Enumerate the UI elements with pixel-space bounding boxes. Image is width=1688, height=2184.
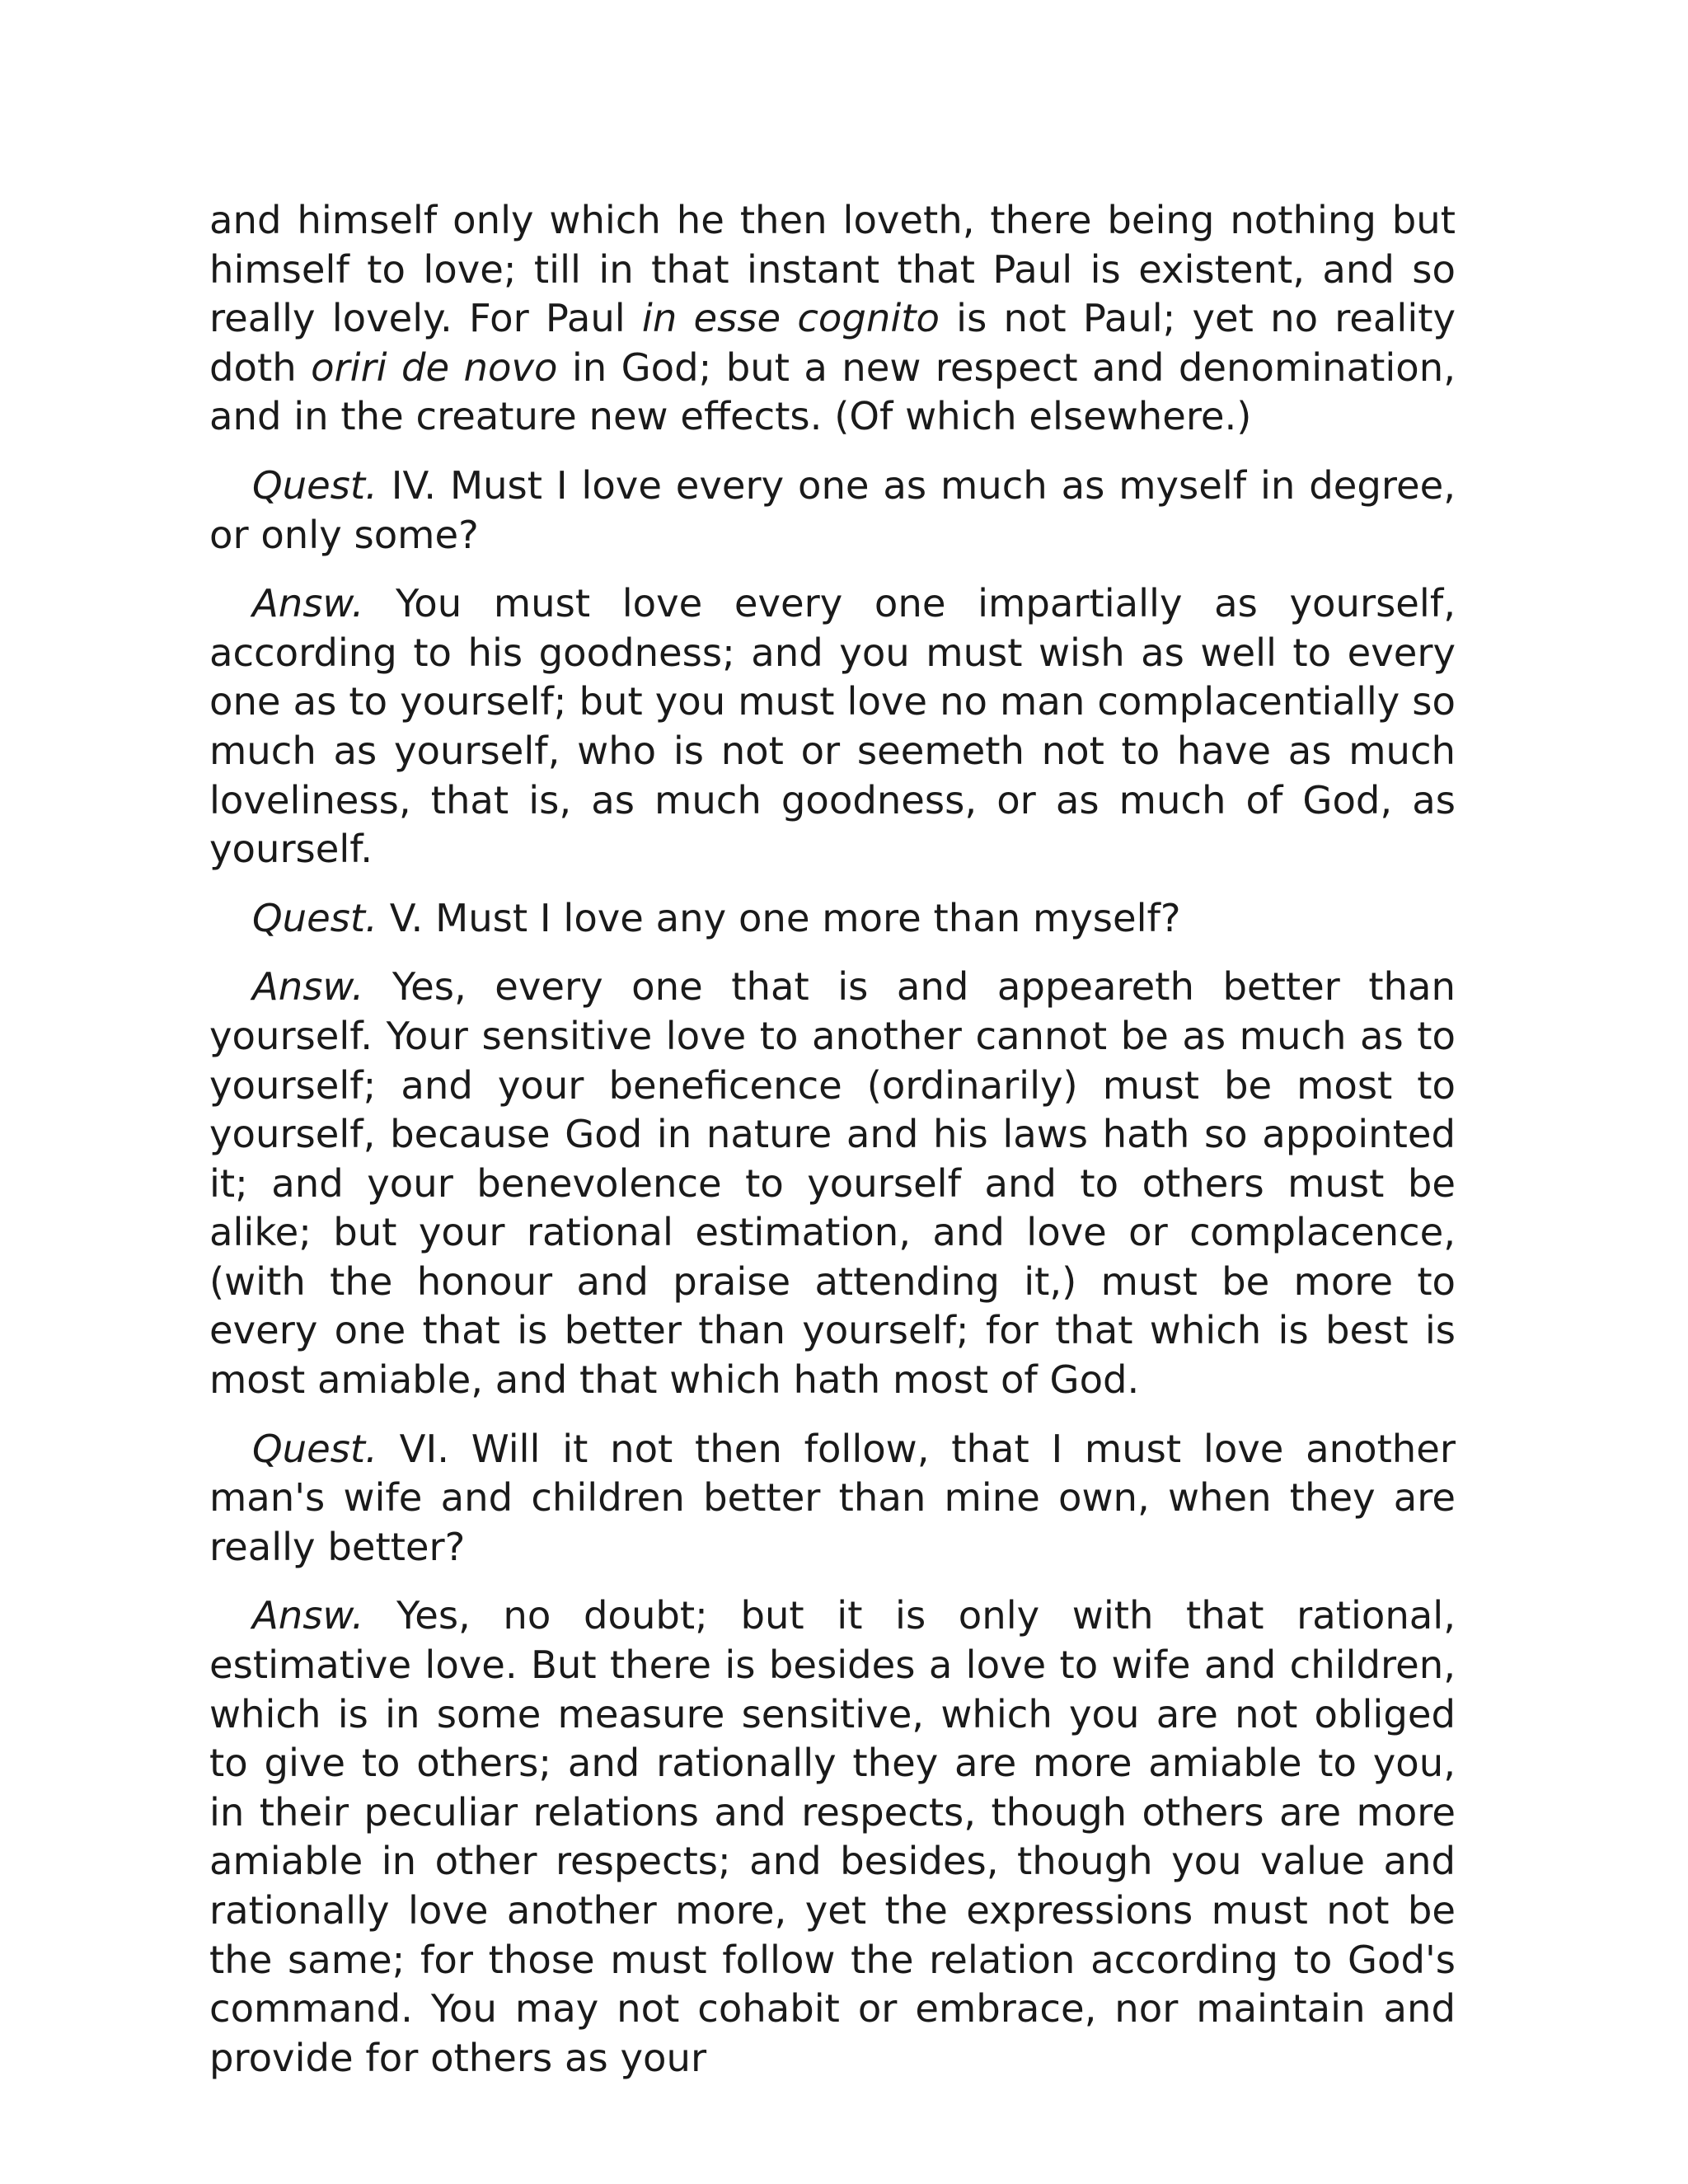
question-6: [209, 1425, 1456, 1572]
answer-4: [209, 579, 1456, 874]
latin-phrase-oriri-de-novo: oriri de novo: [311, 344, 558, 390]
answer-4-text: You must love every one impartially as yourself, according to his goodness; and you must wish as well to every one as to yourself; but you must love no man complacentially so much as yourself, who is not or seemeth not to have as much loveliness, that is, as much goodness, or as much of God, as yourself.: [209, 581, 1456, 872]
paragraph-1: [209, 196, 1456, 442]
question-5: [209, 894, 1456, 944]
question-label: Quest.: [252, 462, 377, 508]
question-label: Quest.: [252, 895, 377, 940]
question-5-text: V. Must I love any one more than myself?: [377, 895, 1181, 940]
answer-label: Answ.: [252, 964, 364, 1010]
paragraph-1-text-c: in God; but a new respect and denomination, and in the creature new effects. (Of which elsewhere.): [209, 344, 1456, 439]
question-6-text: VI. Will it not then follow, that I must love another man's wife and children better than mine own, when they are really better?: [209, 1426, 1456, 1569]
answer-label: Answ.: [252, 581, 364, 626]
answer-6: [209, 1591, 1456, 2083]
paragraph-1-text-a: and himself only which he then loveth, there being nothing but himself to love; till in that instant that Paul is existent, and so really lovely. For Paul: [209, 198, 1456, 341]
answer-5-text: Yes, every one that is and appeareth better than yourself. Your sensitive love to another cannot be as much as to yourself; and your beneficence (ordinarily) must be most to yourself, because God in nature and his laws hath so appointed it; and your benevolence to yourself and to others must be alike; but your rational estimation, and love or complacence, (with the honour and praise attending it,) must be more to every one that is better than yourself; for that which is best is most amiable, and that which hath most of God.: [209, 964, 1456, 1403]
paragraph-1-text-b: is not Paul; yet no reality doth: [209, 296, 1456, 390]
question-4-text: IV. Must I love every one as much as myself in degree, or only some?: [209, 462, 1456, 557]
answer-label: Answ.: [252, 1593, 364, 1638]
answer-5: [209, 963, 1456, 1404]
answer-6-text: Yes, no doubt; but it is only with that rational, estimative love. But there is besides a love to wife and children, which is in some measure sensitive, which you are not obliged to give to others; and rationally they are more amiable to you, in their peculiar relations and respects, though others are more amiable in other respects; and besides, though you value and rationally love another more, yet the expressions must not be the same; for those must follow the relation according to God's command. You may not cohabit or embrace, nor maintain and provide for others as your: [209, 1593, 1456, 2080]
document-page: [209, 196, 1456, 2102]
question-4: [209, 462, 1456, 560]
question-label: Quest.: [252, 1426, 377, 1471]
latin-phrase-in-esse-cognito: in esse cognito: [641, 296, 940, 341]
